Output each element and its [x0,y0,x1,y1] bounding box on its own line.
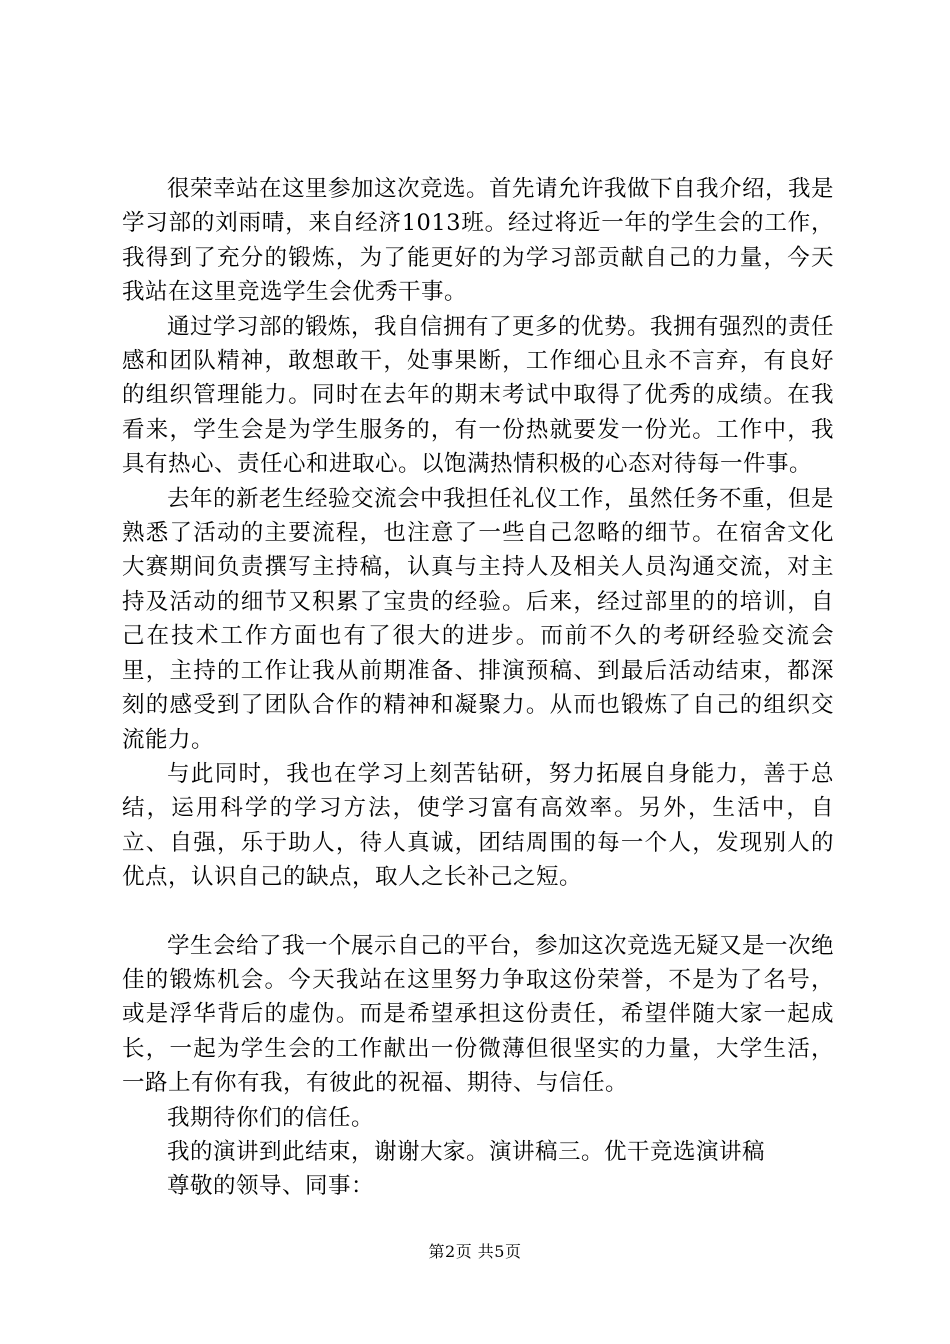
page-number-footer: 第2页 共5页 [428,1242,522,1261]
paragraph-platform: 学生会给了我一个展示自己的平台，参加这次竞选无疑又是一次绝佳的锻炼机会。今天我站在这里努力争取这份荣誉，不是为了名号，或是浮华背后的虚伪。而是希望承担这份责任，希望伴随大家一起成长，一起为学生会的工作献出一份微薄但很坚实的力量，大学生活，一路上有你有我，有彼此的祝福、期待、与信任。 [122,932,835,1097]
paragraph-advantages: 通过学习部的锻炼，我自信拥有了更多的优势。我拥有强烈的责任感和团队精神，敢想敢干，处事果断，工作细心且永不言弃，有良好的组织管理能力。同时在去年的期末考试中取得了优秀的成绩。在我看来，学生会是为学生服务的，有一份热就要发一份光。工作中，我具有热心、责任心和进取心。以饱满热情积极的心态对待每一件事。 [122,313,835,478]
paragraph-intro: 很荣幸站在这里参加这次竞选。首先请允许我做下自我介绍，我是学习部的刘雨晴，来自经济1013班。经过将近一年的学生会的工作，我得到了充分的锻炼，为了能更好的为学习部贡献自己的力量，今天我站在这里竞选学生会优秀干事。 [122,176,835,306]
paragraph-closing: 我的演讲到此结束，谢谢大家。演讲稿三。优干竞选演讲稿 [167,1138,766,1165]
paragraph-study: 与此同时，我也在学习上刻苦钻研，努力拓展自身能力，善于总结，运用科学的学习方法，使学习富有高效率。另外，生活中，自立、自强，乐于助人，待人真诚，团结周围的每一个人，发现别人的优点，认识自己的缺点，取人之长补己之短。 [122,760,834,891]
paragraph-trust: 我期待你们的信任。 [167,1104,375,1131]
paragraph-experience: 去年的新老生经验交流会中我担任礼仪工作，虽然任务不重，但是熟悉了活动的主要流程，也注意了一些自己忽略的细节。在宿舍文化大赛期间负责撰写主持稿，认真与主持人及相关人员沟通交流，对主持及活动的细节又积累了宝贵的经验。后来，经过部里的的培训，自己在技术工作方面也有了很大的进步。而前不久的考研经验交流会里，主持的工作让我从前期准备、排演预稿、到最后活动结束，都深刻的感受到了团队合作的精神和凝聚力。从而也锻炼了自己的组织交流能力。 [122,485,835,753]
document-body [122,172,834,1204]
paragraph-gap [122,895,834,929]
paragraph-salutation: 尊敬的领导、同事： [167,1173,375,1200]
